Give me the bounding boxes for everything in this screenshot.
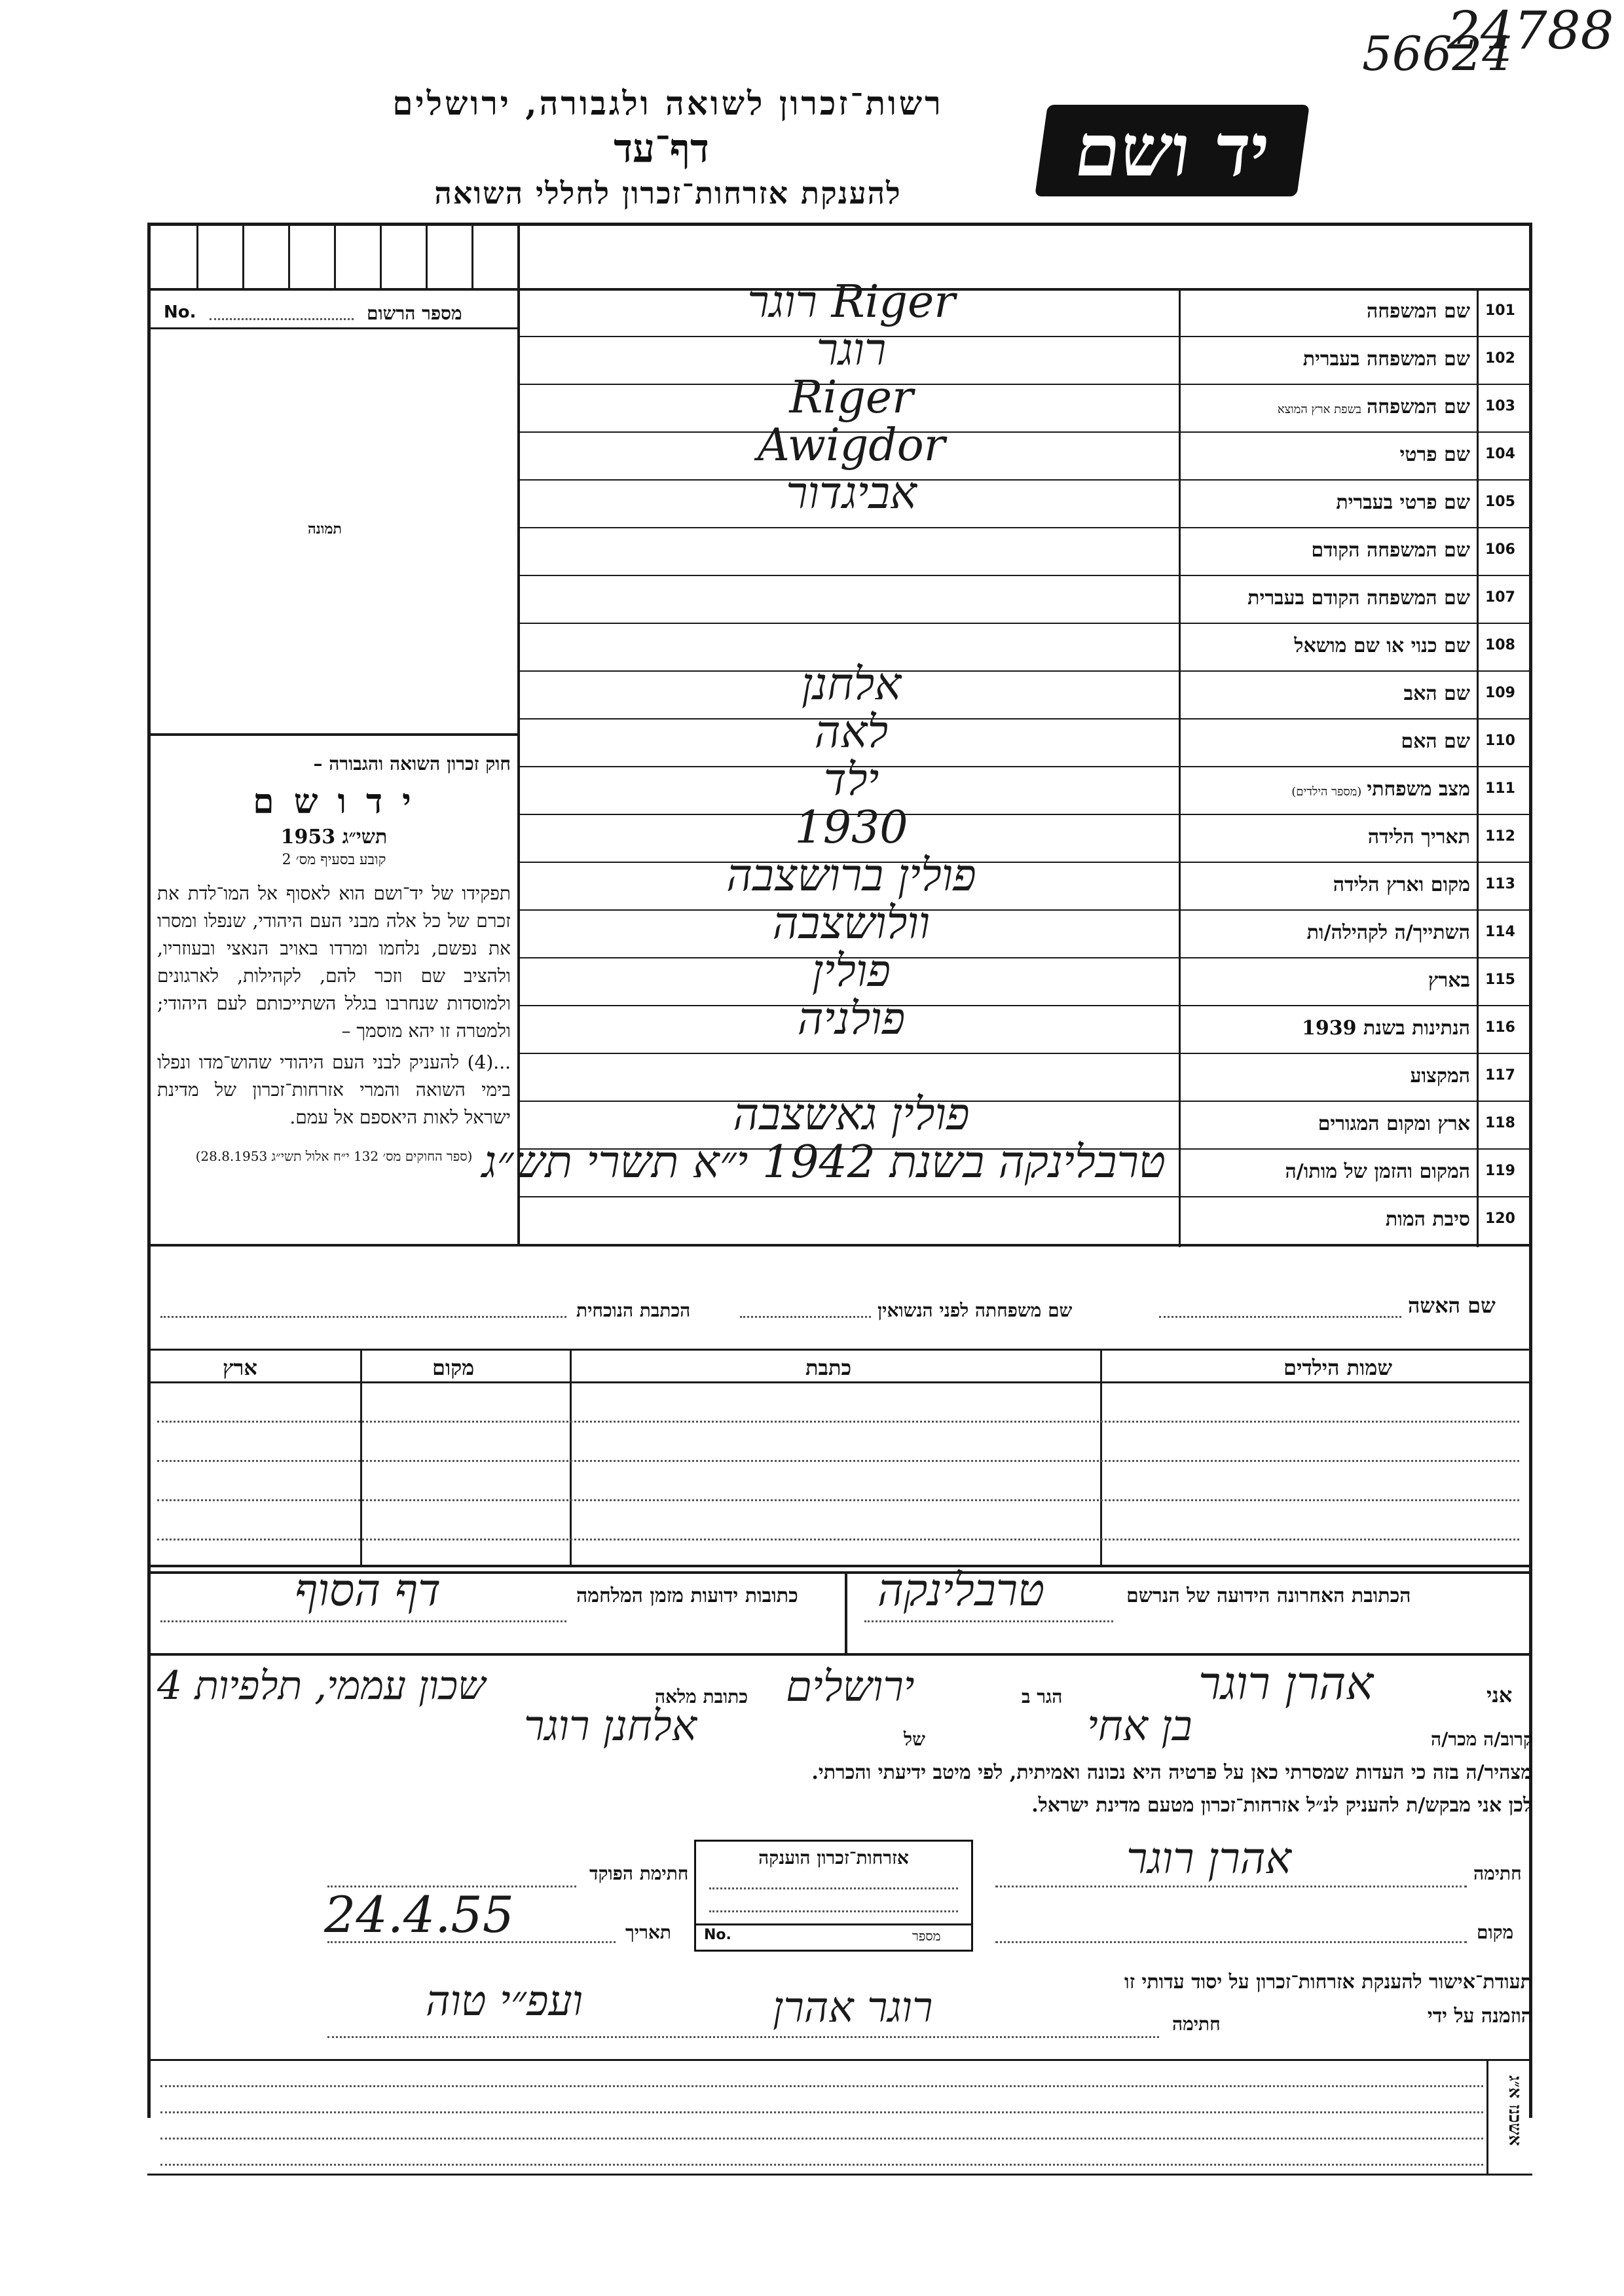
registry-number-second: 56624 — [1362, 26, 1513, 81]
field-number: 112 — [1485, 828, 1515, 845]
field-row-separator — [519, 623, 1531, 624]
citizenship-box-number-label: מספר — [912, 1928, 941, 1944]
field-label — [1185, 443, 1470, 466]
field-label-text: מקום וארץ הלידה — [1333, 873, 1470, 896]
field-label — [1185, 969, 1470, 992]
field-row-separator — [519, 1196, 1531, 1197]
field-label — [1185, 1112, 1470, 1135]
field-number: 116 — [1485, 1019, 1515, 1036]
field-number: 105 — [1485, 494, 1515, 510]
current-address-label: הכתבת הנוכחית — [576, 1300, 691, 1321]
form-subtitle: להענקת אזרחות־זכרון לחללי השואה — [434, 175, 902, 211]
field-label-text: שם המשפחה בעברית — [1302, 348, 1470, 371]
field-number: 110 — [1485, 733, 1515, 749]
field-label — [1185, 300, 1470, 323]
children-address-header: כתבת — [805, 1355, 852, 1380]
declaration-statement-2: לכן אני מבקש/ת להעניק לנ״ל אזרחות־זכרון מטעם מדינת ישראל. — [1031, 1794, 1532, 1817]
field-row-separator — [519, 527, 1531, 528]
field-value: אלחנן — [801, 659, 902, 710]
field-label-text: שם כנוי או שם מושאל — [1294, 634, 1470, 657]
field-label-text: שם המשפחה הקודם — [1311, 539, 1470, 562]
field-value: פולין גאשצבה — [733, 1089, 970, 1140]
children-names-header: שמות הילדים — [1283, 1355, 1392, 1380]
wartime-addresses-label: כתובות ידועות מזמן המלחמה — [576, 1584, 798, 1607]
declaration-statement-1: מצהיר/ה בזה כי העדות שמסרתי כאן על פרטיה היא נכונה ואמיתית, לפי מיטב ידיעתי והכרתי. — [811, 1761, 1532, 1784]
field-number: 109 — [1485, 685, 1515, 701]
declarant-address: שכון עממי, תלפיות 4 — [157, 1663, 486, 1709]
field-label-text: שם פרטי בעברית — [1336, 491, 1470, 514]
field-label-note: (מספר הילדים) — [1291, 785, 1362, 799]
relation-value: בן אחי — [1087, 1702, 1192, 1751]
field-label-text: מצב משפחתי — [1367, 778, 1470, 801]
field-number: 104 — [1485, 446, 1515, 462]
photo-placeholder-label: תמונה — [308, 520, 342, 538]
field-label — [1185, 826, 1470, 848]
citizenship-box-title: אזרחות־זכרון הוענקה — [758, 1847, 909, 1868]
field-value: רוגר — [816, 324, 887, 376]
official-signature-label: חתימת הפוקד — [589, 1863, 689, 1884]
law-box — [157, 753, 511, 1165]
law-footnote: (ספר החוקים מס׳ 132 י״ח אלול תשי״ג 28.8.1953) — [195, 1148, 473, 1164]
law-body: תפקידו של יד־ושם הוא לאסוף אל המו־לדת את זכרם של כל אלה מבני העם היהודי, שנפלו ומסרו את נפשם, נלחמו ומרדו באויב הנאצי ובעוזריו, ולהציב שם וזכר להם, לקהילות, לארגונים ולמוסדות שנחרבו בגלל השתייכותם לעם היהודי; ולמטרה זו יהא מוסמך – — [157, 883, 511, 1042]
field-value: טרבלינקה בשנת 1942 י״א תשרי תש״ג — [481, 1137, 1166, 1188]
field-number: 103 — [1485, 398, 1515, 414]
date-value: 24.4.55 — [324, 1886, 515, 1944]
field-label — [1185, 1065, 1470, 1087]
declarant-i-label: אני — [1486, 1683, 1513, 1707]
field-label-text: הנתינות בשנת 1939 — [1301, 1017, 1470, 1040]
field-label — [1185, 587, 1470, 610]
declarant-name: אהרן רוגר — [1198, 1656, 1374, 1710]
field-label — [1185, 873, 1470, 896]
relative-of-name: אלחנן רוגר — [524, 1702, 697, 1751]
field-number: 106 — [1485, 541, 1515, 558]
certificate-signature-label: חתימה — [1172, 2013, 1221, 2035]
field-label — [1185, 730, 1470, 753]
field-value: אביגדור — [786, 467, 917, 519]
declarant-signature: אהרן רוגר — [1126, 1833, 1292, 1884]
field-label-text: השתייך/ה לקהילה/ות — [1306, 921, 1470, 944]
field-label-text: המקום והזמן של מותו/ה — [1285, 1160, 1470, 1183]
relative-of-label: של — [904, 1728, 925, 1750]
field-value: וולושצבה — [772, 898, 931, 949]
field-label — [1185, 921, 1470, 944]
law-logo: י ד ו ש ם — [253, 782, 415, 822]
field-label — [1185, 348, 1470, 371]
field-number: 108 — [1485, 637, 1515, 653]
form-title: דף־עד — [614, 126, 709, 172]
field-value: פולניה — [797, 993, 906, 1045]
registry-number-top: 24788 — [1447, 0, 1614, 61]
citizenship-box-no-label: No. — [704, 1927, 731, 1943]
date-label: תאריך — [625, 1922, 671, 1943]
field-row-separator — [519, 575, 1531, 576]
field-label-text: ארץ ומקום המגורים — [1318, 1112, 1470, 1135]
field-label-text: שם פרטי — [1399, 443, 1470, 466]
declarant-resident-label: הגר ב — [1022, 1686, 1063, 1707]
law-year: תשי״ג 1953 — [280, 826, 388, 848]
citizenship-granted-box — [694, 1840, 973, 1952]
field-label — [1185, 491, 1470, 514]
authority-line: רשות־זכרון לשואה ולגבורה, ירושלים — [392, 84, 944, 122]
field-value: פולין ברושצבה — [726, 850, 976, 902]
field-number: 107 — [1485, 589, 1515, 606]
field-label — [1185, 778, 1470, 801]
certificate-line-2: הוזמנה על ידי — [1427, 2005, 1532, 2028]
field-label-text: שם האב — [1403, 682, 1470, 705]
field-label-text: שם האם — [1401, 730, 1470, 753]
field-value: Awigdor — [757, 420, 946, 471]
maiden-name-label: שם משפחתה לפני הנשואין — [877, 1300, 1073, 1321]
field-value: פולין — [812, 945, 891, 997]
children-place-header: מקום — [432, 1355, 475, 1380]
field-label — [1185, 395, 1470, 418]
law-title: חוק זכרון השואה והגבורה – — [313, 753, 511, 774]
law-clause4: ...(4) להעניק לבני העם היהודי שהוש־מדו ונפלו בימי השואה והמרי אזרחות־זכרון של מדינת ישראל לאות היאספם אל עמם. — [157, 1051, 511, 1128]
field-number: 111 — [1485, 780, 1515, 797]
field-label-text: המקצוע — [1410, 1065, 1470, 1087]
field-value: לאה — [814, 706, 889, 758]
last-known-address-value: טרבלינקה — [877, 1565, 1045, 1616]
field-number: 102 — [1485, 350, 1515, 367]
wartime-addresses-value: דף הסוף — [295, 1565, 441, 1616]
field-label-text: תאריך הלידה — [1367, 826, 1470, 848]
field-number: 118 — [1485, 1115, 1515, 1131]
field-number: 113 — [1485, 876, 1515, 892]
declarant-city: ירושלים — [786, 1663, 915, 1711]
field-label-note: בשפת ארץ המוצא — [1277, 403, 1361, 416]
field-label — [1185, 539, 1470, 562]
law-clause: קובע בסעיף מס׳ 2 — [282, 852, 386, 868]
field-label-text: שם המשפחה — [1366, 300, 1470, 323]
field-number: 117 — [1485, 1067, 1515, 1084]
certificate-signature: רוגר אהרן — [773, 1984, 933, 2032]
field-number: 101 — [1485, 302, 1515, 319]
field-label-text: סיבת המות — [1385, 1208, 1470, 1231]
field-label — [1185, 634, 1470, 657]
field-number: 115 — [1485, 972, 1515, 988]
declarant-full-address-label: כתובת מלאה — [655, 1686, 748, 1707]
last-known-address-label: הכתובת האחרונה הידועה של הנרשם — [1126, 1584, 1411, 1607]
relative-label: קרוב/ה מכר/ה — [1431, 1728, 1533, 1750]
field-label-text: בארץ — [1428, 969, 1470, 992]
wife-label: שם האשה — [1408, 1293, 1496, 1318]
declarant-signature-label: חתימה — [1473, 1863, 1522, 1884]
yad-vashem-logo: יד ושם — [1035, 105, 1310, 196]
registration-label: מספר הרשום — [367, 302, 462, 324]
certificate-extra-handwriting: ועפ״י טוה — [426, 1977, 583, 2026]
children-country-header: ארץ — [223, 1355, 257, 1380]
place-label: מקום — [1477, 1922, 1514, 1943]
field-value: 1930 — [794, 802, 908, 854]
registration-no-label: No. — [164, 302, 196, 322]
field-label-text: שם המשפחה הקודם בעברית — [1247, 587, 1470, 610]
field-label — [1185, 682, 1470, 705]
side-stamp: אשכנז א״ג — [1505, 2075, 1524, 2146]
field-label — [1185, 1017, 1470, 1040]
field-value: Riger רוגר — [747, 276, 955, 328]
field-label-text: שם המשפחה — [1366, 395, 1470, 418]
field-label — [1185, 1208, 1470, 1231]
certificate-line-1: תעודת־אישור להענקת אזרחות־זכרון על יסוד עדותי זו — [1124, 1971, 1532, 1994]
field-value: ילד — [823, 754, 879, 806]
field-value: Riger — [789, 372, 913, 424]
field-row-separator — [519, 1053, 1531, 1054]
field-number: 120 — [1485, 1211, 1515, 1227]
field-number: 114 — [1485, 924, 1515, 940]
field-label — [1185, 1160, 1470, 1183]
field-number: 119 — [1485, 1163, 1515, 1179]
